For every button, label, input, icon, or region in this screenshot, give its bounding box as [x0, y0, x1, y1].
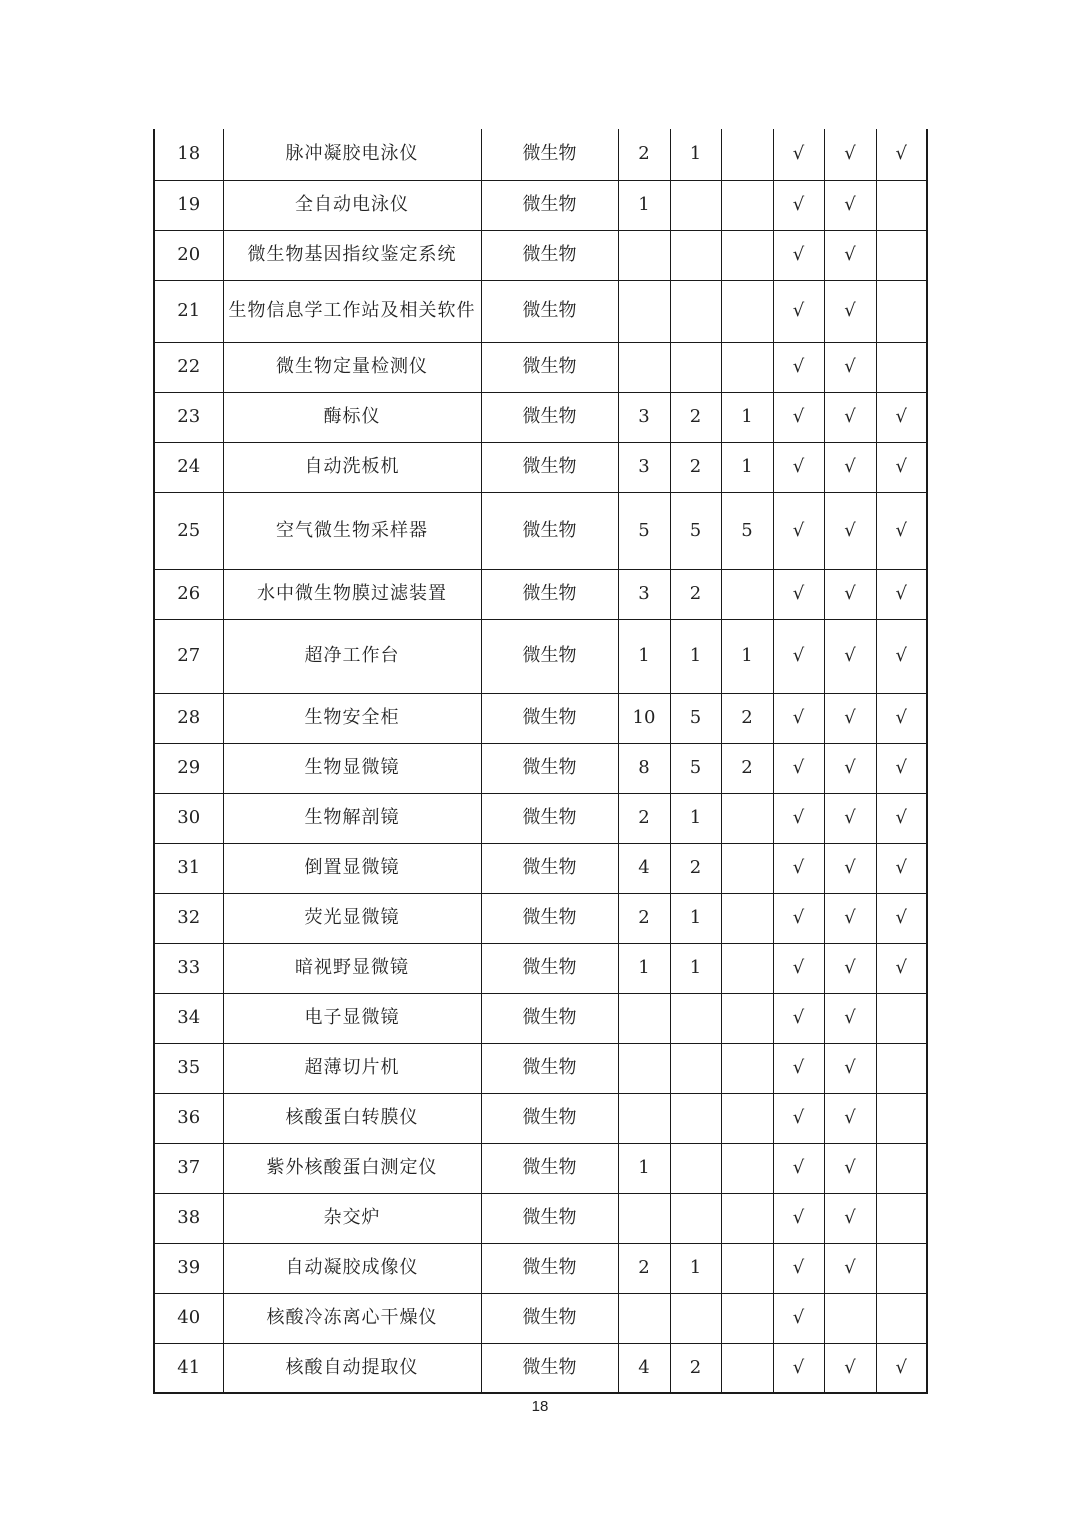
quantity-3-cell: [721, 1343, 773, 1393]
quantity-3-cell: [721, 843, 773, 893]
quantity-1-cell: [618, 342, 670, 392]
quantity-2-cell: 2: [670, 392, 721, 442]
category-cell: 微生物: [481, 1043, 618, 1093]
quantity-2-cell: 1: [670, 1243, 721, 1293]
quantity-3-cell: [721, 1193, 773, 1243]
row-number-cell: 35: [154, 1043, 223, 1093]
quantity-1-cell: 3: [618, 442, 670, 492]
table-row: [154, 392, 927, 442]
mark-2-cell: √: [824, 993, 876, 1043]
quantity-2-cell: [670, 1043, 721, 1093]
row-number-cell: 28: [154, 693, 223, 743]
table-row: [154, 1093, 927, 1143]
table-row: [154, 1343, 927, 1393]
equipment-name-cell: 超净工作台: [223, 619, 481, 693]
category-cell: 微生物: [481, 1143, 618, 1193]
mark-1-cell: √: [773, 943, 824, 993]
row-number-cell: 26: [154, 569, 223, 619]
mark-2-cell: √: [824, 793, 876, 843]
mark-2-cell: √: [824, 180, 876, 230]
category-cell: 微生物: [481, 392, 618, 442]
quantity-2-cell: [670, 993, 721, 1043]
category-cell: 微生物: [481, 342, 618, 392]
equipment-name-cell: 杂交炉: [223, 1193, 481, 1243]
table-row: [154, 693, 927, 743]
equipment-name-cell: 自动凝胶成像仪: [223, 1243, 481, 1293]
mark-2-cell: √: [824, 1193, 876, 1243]
row-number-cell: 24: [154, 442, 223, 492]
quantity-1-cell: [618, 1043, 670, 1093]
table-row: [154, 230, 927, 280]
row-number-cell: 32: [154, 893, 223, 943]
category-cell: 微生物: [481, 619, 618, 693]
quantity-2-cell: [670, 180, 721, 230]
mark-3-cell: [876, 280, 927, 342]
mark-3-cell: √: [876, 693, 927, 743]
mark-1-cell: √: [773, 392, 824, 442]
row-number-cell: 31: [154, 843, 223, 893]
category-cell: 微生物: [481, 492, 618, 569]
mark-1-cell: √: [773, 693, 824, 743]
mark-1-cell: √: [773, 230, 824, 280]
mark-1-cell: √: [773, 1243, 824, 1293]
table-row: [154, 1293, 927, 1343]
table-row: [154, 943, 927, 993]
quantity-1-cell: 1: [618, 1143, 670, 1193]
row-number-cell: 37: [154, 1143, 223, 1193]
quantity-2-cell: 2: [670, 569, 721, 619]
row-number-cell: 39: [154, 1243, 223, 1293]
quantity-1-cell: 3: [618, 569, 670, 619]
row-number-cell: 18: [154, 129, 223, 180]
equipment-name-cell: 生物解剖镜: [223, 793, 481, 843]
category-cell: 微生物: [481, 843, 618, 893]
quantity-2-cell: [670, 1093, 721, 1143]
quantity-1-cell: 4: [618, 843, 670, 893]
table-row: [154, 180, 927, 230]
mark-2-cell: √: [824, 230, 876, 280]
mark-2-cell: √: [824, 943, 876, 993]
quantity-3-cell: 1: [721, 392, 773, 442]
table-row: [154, 569, 927, 619]
quantity-3-cell: 2: [721, 693, 773, 743]
row-number-cell: 29: [154, 743, 223, 793]
table-row: [154, 342, 927, 392]
category-cell: 微生物: [481, 743, 618, 793]
mark-1-cell: √: [773, 1293, 824, 1343]
equipment-name-cell: 核酸冷冻离心干燥仪: [223, 1293, 481, 1343]
quantity-3-cell: [721, 230, 773, 280]
category-cell: 微生物: [481, 1243, 618, 1293]
mark-2-cell: √: [824, 1043, 876, 1093]
equipment-name-cell: 电子显微镜: [223, 993, 481, 1043]
quantity-1-cell: 1: [618, 943, 670, 993]
mark-3-cell: [876, 993, 927, 1043]
mark-2-cell: √: [824, 342, 876, 392]
category-cell: 微生物: [481, 180, 618, 230]
quantity-1-cell: [618, 993, 670, 1043]
quantity-3-cell: [721, 1143, 773, 1193]
table-row: [154, 843, 927, 893]
mark-1-cell: √: [773, 342, 824, 392]
mark-3-cell: √: [876, 569, 927, 619]
quantity-1-cell: 2: [618, 893, 670, 943]
mark-3-cell: √: [876, 843, 927, 893]
quantity-1-cell: [618, 280, 670, 342]
category-cell: 微生物: [481, 893, 618, 943]
quantity-2-cell: 1: [670, 893, 721, 943]
mark-1-cell: √: [773, 619, 824, 693]
quantity-2-cell: 1: [670, 943, 721, 993]
mark-1-cell: √: [773, 993, 824, 1043]
quantity-3-cell: [721, 943, 773, 993]
quantity-3-cell: 2: [721, 743, 773, 793]
equipment-name-cell: 核酸蛋白转膜仪: [223, 1093, 481, 1143]
quantity-3-cell: 1: [721, 442, 773, 492]
quantity-3-cell: [721, 1043, 773, 1093]
mark-1-cell: √: [773, 743, 824, 793]
mark-3-cell: [876, 180, 927, 230]
equipment-table: [153, 129, 928, 1394]
quantity-3-cell: [721, 893, 773, 943]
quantity-3-cell: [721, 993, 773, 1043]
table-row: [154, 619, 927, 693]
quantity-2-cell: 5: [670, 743, 721, 793]
table-row: [154, 993, 927, 1043]
category-cell: 微生物: [481, 1343, 618, 1393]
equipment-name-cell: 生物显微镜: [223, 743, 481, 793]
quantity-2-cell: 5: [670, 693, 721, 743]
row-number-cell: 22: [154, 342, 223, 392]
quantity-1-cell: 1: [618, 619, 670, 693]
equipment-name-cell: 水中微生物膜过滤装置: [223, 569, 481, 619]
mark-3-cell: √: [876, 442, 927, 492]
equipment-name-cell: 生物信息学工作站及相关软件: [223, 280, 481, 342]
mark-1-cell: √: [773, 442, 824, 492]
quantity-2-cell: [670, 1193, 721, 1243]
quantity-3-cell: 5: [721, 492, 773, 569]
mark-3-cell: √: [876, 129, 927, 180]
mark-3-cell: [876, 1193, 927, 1243]
mark-2-cell: √: [824, 619, 876, 693]
mark-3-cell: √: [876, 619, 927, 693]
mark-3-cell: [876, 1043, 927, 1093]
mark-3-cell: [876, 1143, 927, 1193]
row-number-cell: 25: [154, 492, 223, 569]
category-cell: 微生物: [481, 943, 618, 993]
quantity-3-cell: 1: [721, 619, 773, 693]
equipment-name-cell: 酶标仪: [223, 392, 481, 442]
row-number-cell: 21: [154, 280, 223, 342]
table-row: [154, 893, 927, 943]
quantity-3-cell: [721, 1293, 773, 1343]
quantity-2-cell: 1: [670, 129, 721, 180]
quantity-3-cell: [721, 569, 773, 619]
equipment-name-cell: 微生物基因指纹鉴定系统: [223, 230, 481, 280]
category-cell: 微生物: [481, 693, 618, 743]
mark-2-cell: √: [824, 1143, 876, 1193]
mark-2-cell: √: [824, 893, 876, 943]
quantity-2-cell: [670, 1143, 721, 1193]
equipment-name-cell: 暗视野显微镜: [223, 943, 481, 993]
row-number-cell: 38: [154, 1193, 223, 1243]
equipment-name-cell: 超薄切片机: [223, 1043, 481, 1093]
mark-2-cell: √: [824, 569, 876, 619]
mark-2-cell: √: [824, 843, 876, 893]
mark-2-cell: √: [824, 693, 876, 743]
mark-2-cell: √: [824, 1343, 876, 1393]
equipment-name-cell: 生物安全柜: [223, 693, 481, 743]
equipment-name-cell: 自动洗板机: [223, 442, 481, 492]
mark-3-cell: √: [876, 392, 927, 442]
row-number-cell: 33: [154, 943, 223, 993]
row-number-cell: 27: [154, 619, 223, 693]
quantity-2-cell: 5: [670, 492, 721, 569]
row-number-cell: 34: [154, 993, 223, 1043]
quantity-1-cell: 2: [618, 793, 670, 843]
table-row: [154, 793, 927, 843]
mark-2-cell: √: [824, 392, 876, 442]
quantity-1-cell: 3: [618, 392, 670, 442]
page-number: 18: [531, 1398, 549, 1415]
quantity-1-cell: 4: [618, 1343, 670, 1393]
mark-1-cell: √: [773, 1093, 824, 1143]
mark-3-cell: √: [876, 793, 927, 843]
mark-1-cell: √: [773, 893, 824, 943]
mark-3-cell: √: [876, 1343, 927, 1393]
row-number-cell: 36: [154, 1093, 223, 1143]
category-cell: 微生物: [481, 230, 618, 280]
quantity-2-cell: [670, 230, 721, 280]
quantity-1-cell: 2: [618, 129, 670, 180]
row-number-cell: 30: [154, 793, 223, 843]
equipment-name-cell: 全自动电泳仪: [223, 180, 481, 230]
equipment-name-cell: 荧光显微镜: [223, 893, 481, 943]
equipment-name-cell: 空气微生物采样器: [223, 492, 481, 569]
category-cell: 微生物: [481, 1093, 618, 1143]
mark-1-cell: √: [773, 793, 824, 843]
quantity-1-cell: [618, 1293, 670, 1343]
category-cell: 微生物: [481, 280, 618, 342]
equipment-name-cell: 倒置显微镜: [223, 843, 481, 893]
mark-3-cell: √: [876, 743, 927, 793]
mark-2-cell: √: [824, 129, 876, 180]
mark-1-cell: √: [773, 1193, 824, 1243]
equipment-name-cell: 紫外核酸蛋白测定仪: [223, 1143, 481, 1193]
table-row: [154, 1043, 927, 1093]
mark-3-cell: [876, 1093, 927, 1143]
quantity-1-cell: 5: [618, 492, 670, 569]
row-number-cell: 20: [154, 230, 223, 280]
quantity-2-cell: 1: [670, 793, 721, 843]
mark-3-cell: [876, 1293, 927, 1343]
row-number-cell: 40: [154, 1293, 223, 1343]
table-row: [154, 492, 927, 569]
category-cell: 微生物: [481, 993, 618, 1043]
quantity-3-cell: [721, 342, 773, 392]
quantity-2-cell: 1: [670, 619, 721, 693]
quantity-3-cell: [721, 1243, 773, 1293]
quantity-1-cell: 10: [618, 693, 670, 743]
quantity-1-cell: 2: [618, 1243, 670, 1293]
quantity-2-cell: [670, 342, 721, 392]
row-number-cell: 41: [154, 1343, 223, 1393]
quantity-3-cell: [721, 180, 773, 230]
category-cell: 微生物: [481, 129, 618, 180]
quantity-3-cell: [721, 129, 773, 180]
category-cell: 微生物: [481, 1193, 618, 1243]
table-row: [154, 1193, 927, 1243]
category-cell: 微生物: [481, 1293, 618, 1343]
mark-3-cell: √: [876, 492, 927, 569]
mark-1-cell: √: [773, 492, 824, 569]
table-body: [154, 129, 927, 1393]
mark-3-cell: [876, 342, 927, 392]
table-row: [154, 1243, 927, 1293]
table-row: [154, 743, 927, 793]
quantity-2-cell: [670, 280, 721, 342]
quantity-1-cell: [618, 1193, 670, 1243]
mark-2-cell: √: [824, 1243, 876, 1293]
mark-1-cell: √: [773, 1343, 824, 1393]
mark-2-cell: √: [824, 743, 876, 793]
mark-2-cell: √: [824, 1093, 876, 1143]
mark-2-cell: [824, 1293, 876, 1343]
quantity-3-cell: [721, 793, 773, 843]
mark-1-cell: √: [773, 280, 824, 342]
mark-1-cell: √: [773, 1143, 824, 1193]
mark-1-cell: √: [773, 129, 824, 180]
quantity-3-cell: [721, 280, 773, 342]
category-cell: 微生物: [481, 793, 618, 843]
mark-1-cell: √: [773, 1043, 824, 1093]
quantity-3-cell: [721, 1093, 773, 1143]
equipment-name-cell: 脉冲凝胶电泳仪: [223, 129, 481, 180]
equipment-name-cell: 微生物定量检测仪: [223, 342, 481, 392]
table-row: [154, 442, 927, 492]
row-number-cell: 19: [154, 180, 223, 230]
mark-1-cell: √: [773, 843, 824, 893]
category-cell: 微生物: [481, 569, 618, 619]
equipment-name-cell: 核酸自动提取仪: [223, 1343, 481, 1393]
category-cell: 微生物: [481, 442, 618, 492]
quantity-2-cell: 2: [670, 442, 721, 492]
mark-2-cell: √: [824, 280, 876, 342]
mark-3-cell: [876, 1243, 927, 1293]
table-row: [154, 280, 927, 342]
quantity-1-cell: 8: [618, 743, 670, 793]
quantity-1-cell: [618, 230, 670, 280]
mark-1-cell: √: [773, 569, 824, 619]
mark-3-cell: √: [876, 893, 927, 943]
mark-1-cell: √: [773, 180, 824, 230]
row-number-cell: 23: [154, 392, 223, 442]
quantity-2-cell: 2: [670, 843, 721, 893]
quantity-1-cell: 1: [618, 180, 670, 230]
quantity-2-cell: 2: [670, 1343, 721, 1393]
mark-3-cell: [876, 230, 927, 280]
table-row: [154, 129, 927, 180]
mark-3-cell: √: [876, 943, 927, 993]
quantity-1-cell: [618, 1093, 670, 1143]
quantity-2-cell: [670, 1293, 721, 1343]
mark-2-cell: √: [824, 492, 876, 569]
table-row: [154, 1143, 927, 1193]
mark-2-cell: √: [824, 442, 876, 492]
